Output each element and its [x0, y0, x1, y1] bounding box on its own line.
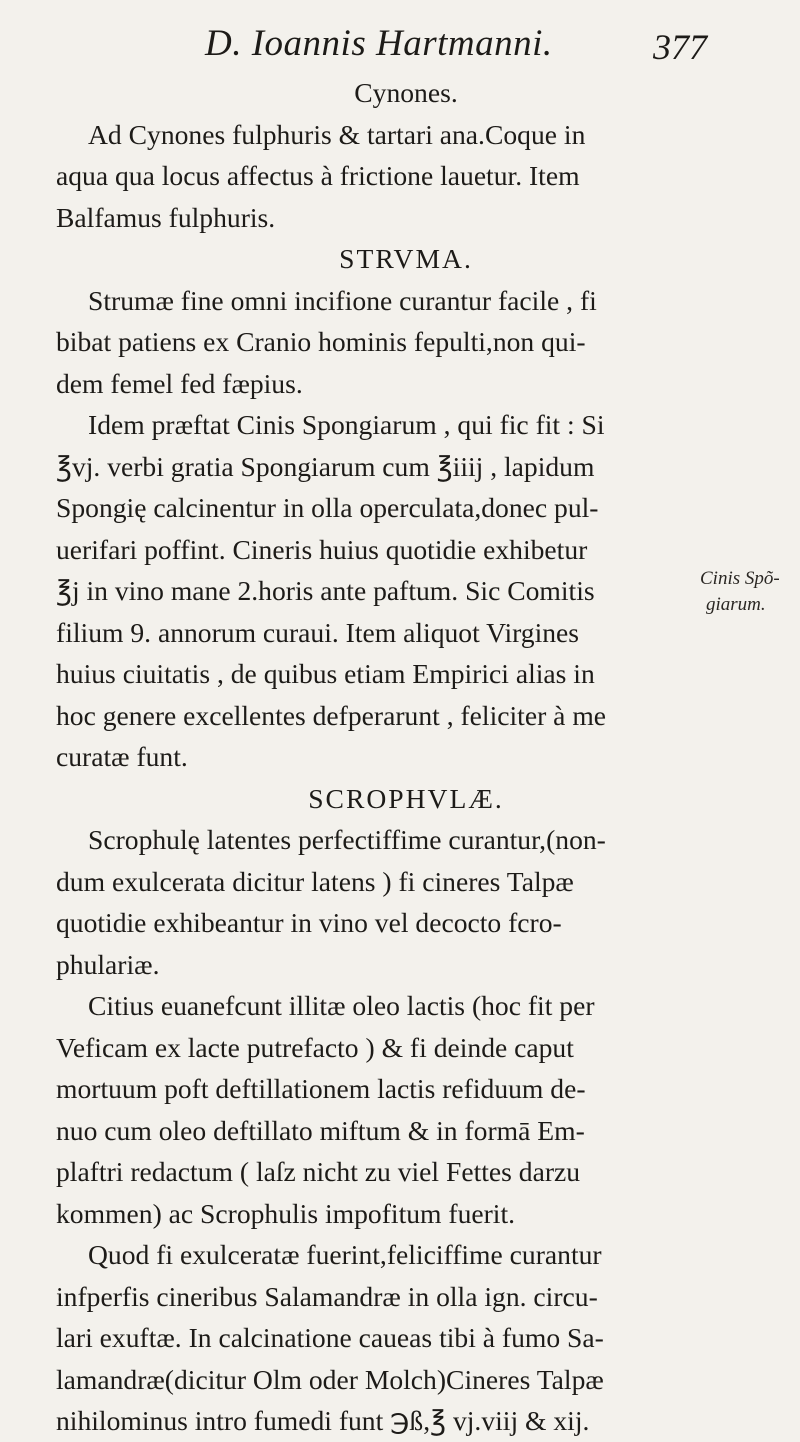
text-line: Strumæ fine omni incifione curantur facile , fi — [88, 284, 597, 316]
section-heading: STRVMA. — [339, 243, 473, 274]
text-line: Quod fi exulceratæ fuerint,feliciffime curantur — [88, 1239, 602, 1270]
text-line: quotidie exhibeantur in vino vel decocto fcro- — [56, 907, 562, 938]
text-line: Idem præftat Cinis Spongiarum , qui fic fit : Si — [88, 409, 605, 440]
section-heading: Cynones. — [354, 77, 458, 108]
text-line: Citius euanefcunt illitæ oleo lactis (hoc fit per — [88, 990, 595, 1021]
text-body — [56, 72, 756, 1442]
text-line: ℥vj. verbi gratia Spongiarum cum ℥iiij , lapidum — [56, 450, 595, 482]
text-line: Balfamus fulphuris. — [56, 201, 276, 233]
section-heading: SCROPHVLÆ. — [308, 782, 504, 814]
text-line: ℥j in vino mane 2.horis ante paftum. Sic Comitis — [56, 575, 595, 606]
text-line: huius ciuitatis , de quibus etiam Empirici alias in — [56, 658, 595, 689]
text-line: bibat patiens ex Cranio hominis fepulti,non qui- — [56, 326, 586, 357]
running-head-title: D. Ioannis Hartmanni. — [205, 23, 553, 64]
text-line: curatæ funt. — [56, 741, 188, 772]
text-line: infperfis cineribus Salamandræ in olla ign. circu- — [56, 1280, 598, 1312]
text-line: mortuum poft deftillationem lactis refiduum de- — [56, 1073, 586, 1104]
text-line: nuo cum oleo deftillato miftum & in formā Em- — [56, 1114, 585, 1146]
text-line: lamandræ(dicitur Olm oder Molch)Cineres Talpæ — [56, 1363, 604, 1395]
page-number: 377 — [653, 27, 707, 67]
text-line: filium 9. annorum curaui. Item aliquot Virgines — [56, 616, 580, 648]
text-line: plaftri redactum ( laſz nicht zu viel Fettes darzu — [56, 1156, 581, 1187]
text-line: kommen) ac Scrophulis impofitum fuerit. — [56, 1197, 516, 1229]
marginal-note: Cinis Spõ- — [700, 568, 780, 589]
text-line: Veficam ex lacte putrefacto ) & fi deinde caput — [56, 1031, 574, 1063]
text-line: nihilominus intro fumedi funt ℈ß,℥ vj.viij & xij. — [56, 1405, 590, 1436]
text-line: phulariæ. — [56, 948, 160, 980]
text-line: dem femel fed fæpius. — [56, 367, 303, 399]
text-line: uerifari poffint. Cineris huius quotidie exhibetur — [56, 533, 588, 565]
text-line: aqua qua locus affectus à frictione lauetur. Item — [56, 160, 580, 191]
text-line: lari exuftæ. In calcinatione caueas tibi à fumo Sa- — [56, 1322, 604, 1353]
text-line: Scrophulę latentes perfectiffime curantur,(non- — [88, 824, 606, 855]
marginal-note: giarum. — [706, 594, 766, 615]
text-line: Ad Cynones fulphuris & tartari ana.Coque in — [88, 118, 586, 150]
text-line: Spongię calcinentur in olla operculata,donec pul- — [56, 492, 599, 523]
running-head — [0, 14, 800, 74]
text-line: dum exulcerata dicitur latens ) fi cineres Talpæ — [56, 865, 574, 897]
text-line: hoc genere excellentes defperarunt , feliciter à me — [56, 699, 607, 731]
